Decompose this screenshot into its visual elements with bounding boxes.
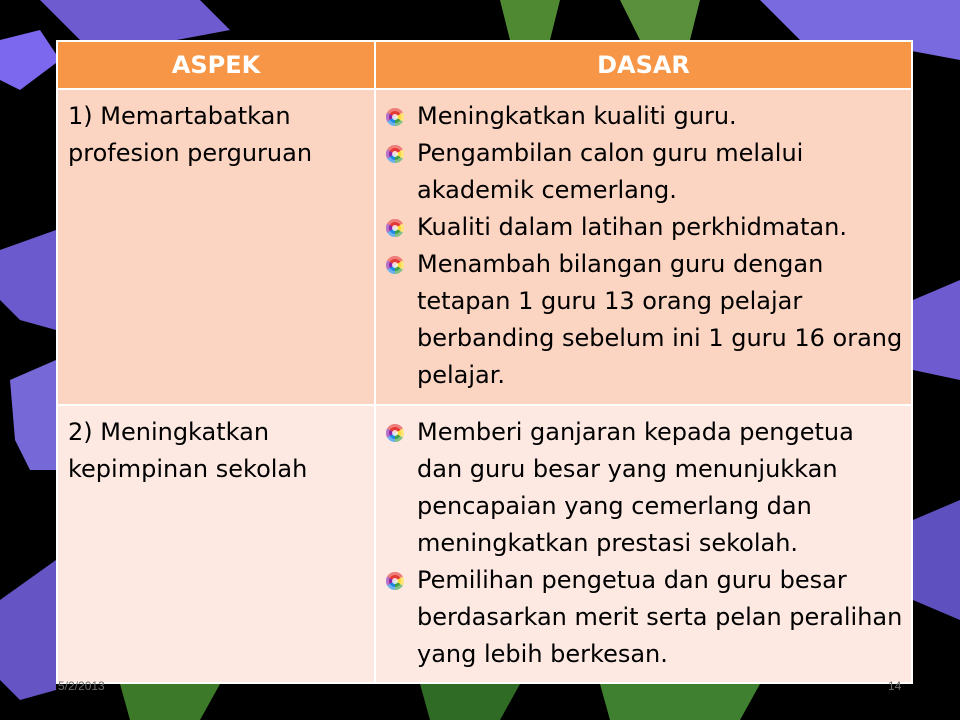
bullet-text: Memberi ganjaran kepada pengetua dan guru besar yang menunjukkan pencapaian yang cemerlang dan meningkatkan prestasi sekolah.: [417, 418, 854, 557]
dasar-cell: [375, 405, 912, 683]
header-dasar: DASAR: [375, 41, 912, 89]
bullet-icon: [386, 424, 404, 442]
list-item: [386, 414, 903, 562]
list-item: [386, 135, 903, 209]
bullet-icon: [386, 219, 404, 237]
aspek-dasar-table: [56, 40, 913, 684]
list-item: [386, 562, 903, 673]
aspek-cell: 2) Meningkatkan kepimpinan sekolah: [57, 405, 375, 683]
bullet-text: Kualiti dalam latihan perkhidmatan.: [417, 213, 847, 241]
dasar-bullet-list: [386, 414, 903, 673]
list-item: [386, 98, 903, 135]
table-header-row: [57, 41, 912, 89]
bullet-icon: [386, 572, 404, 590]
bullet-text: Pemilihan pengetua dan guru besar berdasarkan merit serta pelan peralihan yang lebih berkesan.: [417, 566, 903, 668]
header-aspek: ASPEK: [57, 41, 375, 89]
footer-page-number: 14: [888, 679, 902, 693]
aspek-cell: 1) Memartabatkan profesion perguruan: [57, 89, 375, 405]
bullet-text: Pengambilan calon guru melalui akademik cemerlang.: [417, 139, 804, 204]
list-item: [386, 209, 903, 246]
bullet-text: Meningkatkan kualiti guru.: [417, 102, 737, 130]
table-row: [57, 89, 912, 405]
bullet-text: Menambah bilangan guru dengan tetapan 1 guru 13 orang pelajar berbanding sebelum ini 1 guru 16 orang pelajar.: [417, 250, 903, 389]
list-item: [386, 246, 903, 394]
table-row: [57, 405, 912, 683]
bullet-icon: [386, 145, 404, 163]
dasar-cell: [375, 89, 912, 405]
dasar-bullet-list: [386, 98, 903, 394]
bullet-icon: [386, 108, 404, 126]
footer-date: 5/2/2013: [58, 679, 105, 693]
bullet-icon: [386, 256, 404, 274]
